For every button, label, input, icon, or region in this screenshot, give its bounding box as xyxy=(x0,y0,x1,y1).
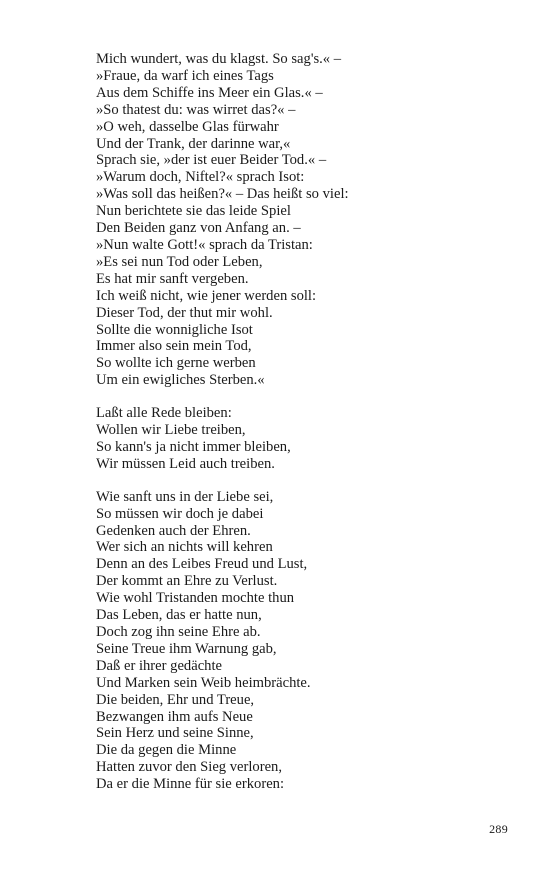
verse-line: Und Marken sein Weib heimbrächte. xyxy=(96,674,311,691)
verse-line: Seine Treue ihm Warnung gab, xyxy=(96,640,277,657)
verse-line: So wollte ich gerne werben xyxy=(96,355,256,372)
verse-line: Die da gegen die Minne xyxy=(96,742,237,759)
page-number: 289 xyxy=(489,822,508,836)
verse-line: »Fraue, da warf ich eines Tags xyxy=(96,67,274,84)
verse-line: »Nun walte Gott!« sprach da Tristan: xyxy=(96,236,313,253)
stanza-1 xyxy=(96,51,516,389)
stanza-gap xyxy=(96,473,516,489)
verse-line: Wer sich an nichts will kehren xyxy=(96,539,273,556)
verse-line: Denn an des Leibes Freud und Lust, xyxy=(96,556,308,573)
verse-line: Um ein ewigliches Sterben.« xyxy=(96,372,265,389)
verse-line: »O weh, dasselbe Glas fürwahr xyxy=(96,118,279,135)
verse-line: So müssen wir doch je dabei xyxy=(96,505,264,522)
verse-line: Es hat mir sanft vergeben. xyxy=(96,270,249,287)
verse-line: Die beiden, Ehr und Treue, xyxy=(96,691,255,708)
verse-line: Wie sanft uns in der Liebe sei, xyxy=(96,488,274,505)
stanza-3 xyxy=(96,489,516,793)
verse-line: Wollen wir Liebe treiben, xyxy=(96,422,246,439)
verse-line: Dieser Tod, der thut mir wohl. xyxy=(96,304,273,321)
verse-line: »Warum doch, Niftel?« sprach Isot: xyxy=(96,169,305,186)
verse-line: Hatten zuvor den Sieg verloren, xyxy=(96,759,283,776)
verse-line: Gedenken auch der Ehren. xyxy=(96,522,251,539)
verse-line: Mich wundert, was du klagst. So sag's.« – xyxy=(96,51,342,67)
verse-line: Nun berichtete sie das leide Spiel xyxy=(96,203,291,220)
verse-line: Wir müssen Leid auch treiben. xyxy=(96,455,275,472)
stanza-2 xyxy=(96,405,516,473)
verse-line: Sprach sie, »der ist euer Beider Tod.« – xyxy=(96,152,327,169)
verse-line: Doch zog ihn seine Ehre ab. xyxy=(96,624,261,640)
verse-line: Aus dem Schiffe ins Meer ein Glas.« – xyxy=(96,84,323,101)
stanza-gap xyxy=(96,389,516,405)
verse-line: Da er die Minne für sie erkoren: xyxy=(96,776,285,793)
verse-line: Sollte die wonnigliche Isot xyxy=(96,321,253,338)
verse-line: Sein Herz und seine Sinne, xyxy=(96,725,254,742)
verse-line: Das Leben, das er hatte nun, xyxy=(96,607,262,624)
poem-text xyxy=(96,51,516,793)
verse-line: Immer also sein mein Tod, xyxy=(96,338,252,355)
verse-line: »Was soll das heißen?« – Das heißt so viel: xyxy=(96,186,349,203)
verse-line: Wie wohl Tristanden mochte thun xyxy=(96,590,295,607)
verse-line: Laßt alle Rede bleiben: xyxy=(96,405,232,422)
verse-line: Und der Trank, der darinne war,« xyxy=(96,135,291,152)
verse-line: Daß er ihrer gedächte xyxy=(96,657,222,674)
verse-line: Der kommt an Ehre zu Verlust. xyxy=(96,573,278,590)
verse-line: Den Beiden ganz von Anfang an. – xyxy=(96,220,301,237)
verse-line: Ich weiß nicht, wie jener werden soll: xyxy=(96,287,317,304)
verse-line: So kann's ja nicht immer bleiben, xyxy=(96,438,291,455)
verse-line: Bezwangen ihm aufs Neue xyxy=(96,708,253,725)
verse-line: »So thatest du: was wirret das?« – xyxy=(96,101,296,118)
verse-line: »Es sei nun Tod oder Leben, xyxy=(96,253,263,270)
